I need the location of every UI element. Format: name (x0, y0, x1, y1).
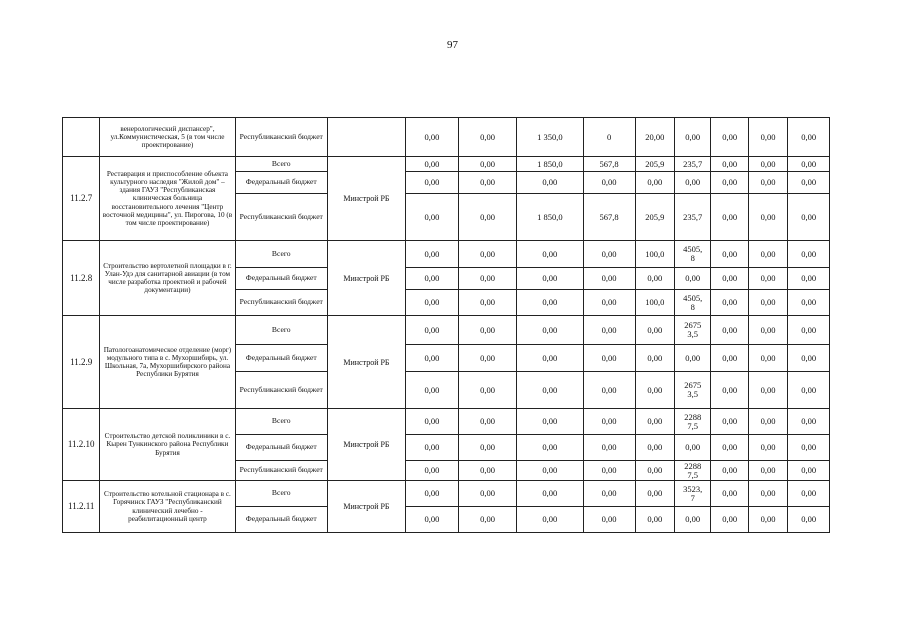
amount-cell: 0,00 (711, 172, 748, 194)
amount-cell: 0,00 (458, 345, 516, 372)
table-body (63, 118, 830, 533)
amount-cell: 0,00 (675, 268, 711, 290)
table-row (63, 157, 830, 172)
amount-cell: 2288 7,5 (675, 409, 711, 435)
amount-cell: 0,00 (583, 268, 635, 290)
funding-source: Всего (235, 481, 327, 507)
item-code (63, 118, 100, 157)
amount-cell: 0,00 (583, 461, 635, 481)
amount-cell: 0,00 (583, 290, 635, 316)
amount-cell: 0,00 (583, 481, 635, 507)
amount-cell: 0,00 (458, 157, 516, 172)
amount-cell: 0,00 (711, 157, 748, 172)
amount-cell: 0,00 (583, 409, 635, 435)
amount-cell: 0,00 (635, 507, 674, 533)
amount-cell: 0,00 (788, 461, 830, 481)
funding-source: Всего (235, 241, 327, 268)
amount-cell: 0,00 (788, 118, 830, 157)
amount-cell: 0,00 (405, 409, 458, 435)
amount-cell: 0,00 (517, 316, 584, 345)
item-code: 11.2.7 (63, 157, 100, 241)
amount-cell: 0,00 (675, 435, 711, 461)
amount-cell: 0,00 (517, 172, 584, 194)
funding-source: Республиканский бюджет (235, 194, 327, 241)
amount-cell: 0,00 (405, 316, 458, 345)
amount-cell: 100,0 (635, 290, 674, 316)
amount-cell: 0,00 (748, 409, 787, 435)
amount-cell: 0,00 (711, 268, 748, 290)
item-code: 11.2.8 (63, 241, 100, 316)
amount-cell: 0,00 (458, 194, 516, 241)
executor: Минстрой РБ (327, 481, 405, 533)
item-name: Строительство вертолетной площадки в г. Улан-Удэ для санитарной авиации (в том числе разработка проектной и рабочей документации) (100, 241, 235, 316)
amount-cell: 0,00 (405, 435, 458, 461)
amount-cell: 0,00 (635, 409, 674, 435)
amount-cell: 0,00 (788, 290, 830, 316)
amount-cell: 0,00 (635, 345, 674, 372)
item-name: Строительство котельной стационара в с. Горячинск ГАУЗ "Республиканский клинический лечебно - реабилитационный центр (100, 481, 235, 533)
amount-cell: 567,8 (583, 194, 635, 241)
amount-cell: 1 850,0 (517, 157, 584, 172)
amount-cell: 1 850,0 (517, 194, 584, 241)
amount-cell: 0,00 (675, 345, 711, 372)
amount-cell: 1 350,0 (517, 118, 584, 157)
item-name: Патологоанатомическое отделение (морг) модульного типа в с. Мухоршибирь, ул. Школьная, 7а, Мухоршибирского района Республики Бурятия (100, 316, 235, 409)
amount-cell: 0,00 (458, 172, 516, 194)
amount-cell: 0,00 (748, 345, 787, 372)
amount-cell: 0,00 (748, 241, 787, 268)
amount-cell: 0,00 (458, 481, 516, 507)
amount-cell: 0,00 (517, 290, 584, 316)
amount-cell: 0,00 (458, 118, 516, 157)
amount-cell: 0,00 (405, 157, 458, 172)
amount-cell: 0,00 (635, 461, 674, 481)
amount-cell: 0,00 (748, 157, 787, 172)
funding-source: Федеральный бюджет (235, 507, 327, 533)
amount-cell: 0,00 (748, 172, 787, 194)
amount-cell: 0,00 (711, 345, 748, 372)
amount-cell: 0,00 (748, 372, 787, 409)
amount-cell: 0,00 (458, 372, 516, 409)
amount-cell: 0,00 (517, 345, 584, 372)
amount-cell: 0,00 (583, 372, 635, 409)
amount-cell: 0,00 (517, 507, 584, 533)
amount-cell: 0 (583, 118, 635, 157)
table-row (63, 241, 830, 268)
funding-source: Республиканский бюджет (235, 118, 327, 157)
item-name: Строительство детской поликлиники в с. Кырен Тункинского района Республики Бурятия (100, 409, 235, 481)
amount-cell: 205,9 (635, 194, 674, 241)
executor: Минстрой РБ (327, 409, 405, 481)
amount-cell: 0,00 (458, 241, 516, 268)
amount-cell: 0,00 (748, 290, 787, 316)
amount-cell: 0,00 (788, 372, 830, 409)
amount-cell: 0,00 (405, 345, 458, 372)
amount-cell: 4505, 8 (675, 241, 711, 268)
amount-cell: 0,00 (711, 118, 748, 157)
amount-cell: 0,00 (711, 290, 748, 316)
amount-cell: 0,00 (458, 507, 516, 533)
amount-cell: 0,00 (635, 435, 674, 461)
amount-cell: 0,00 (711, 372, 748, 409)
executor: Минстрой РБ (327, 157, 405, 241)
amount-cell: 0,00 (711, 316, 748, 345)
amount-cell: 0,00 (788, 345, 830, 372)
amount-cell: 0,00 (517, 461, 584, 481)
amount-cell: 0,00 (405, 241, 458, 268)
amount-cell: 0,00 (405, 372, 458, 409)
funding-source: Республиканский бюджет (235, 461, 327, 481)
table-row (63, 409, 830, 435)
amount-cell: 0,00 (635, 316, 674, 345)
amount-cell: 567,8 (583, 157, 635, 172)
funding-source: Федеральный бюджет (235, 268, 327, 290)
amount-cell: 0,00 (458, 316, 516, 345)
amount-cell: 0,00 (458, 268, 516, 290)
amount-cell: 0,00 (517, 481, 584, 507)
amount-cell: 0,00 (405, 194, 458, 241)
executor: Минстрой РБ (327, 316, 405, 409)
executor (327, 118, 405, 157)
amount-cell: 0,00 (788, 409, 830, 435)
amount-cell: 0,00 (788, 194, 830, 241)
amount-cell: 205,9 (635, 157, 674, 172)
amount-cell: 0,00 (788, 316, 830, 345)
amount-cell: 0,00 (405, 118, 458, 157)
amount-cell: 0,00 (517, 372, 584, 409)
amount-cell: 0,00 (583, 435, 635, 461)
table-row (63, 481, 830, 507)
item-code: 11.2.9 (63, 316, 100, 409)
amount-cell: 0,00 (635, 268, 674, 290)
amount-cell: 0,00 (635, 372, 674, 409)
amount-cell: 235,7 (675, 157, 711, 172)
amount-cell: 20,00 (635, 118, 674, 157)
amount-cell: 0,00 (405, 268, 458, 290)
amount-cell: 0,00 (517, 241, 584, 268)
funding-source: Республиканский бюджет (235, 372, 327, 409)
amount-cell: 235,7 (675, 194, 711, 241)
amount-cell: 0,00 (711, 409, 748, 435)
amount-cell: 0,00 (788, 268, 830, 290)
budget-table (62, 117, 830, 533)
amount-cell: 0,00 (788, 481, 830, 507)
page-number: 97 (447, 39, 458, 51)
funding-source: Федеральный бюджет (235, 172, 327, 194)
amount-cell: 0,00 (711, 194, 748, 241)
table-row (63, 118, 830, 157)
amount-cell: 0,00 (517, 435, 584, 461)
amount-cell: 0,00 (675, 507, 711, 533)
amount-cell: 0,00 (458, 409, 516, 435)
amount-cell: 2675 3,5 (675, 316, 711, 345)
amount-cell: 0,00 (583, 316, 635, 345)
funding-source: Всего (235, 409, 327, 435)
amount-cell: 0,00 (583, 507, 635, 533)
amount-cell: 0,00 (748, 316, 787, 345)
amount-cell: 0,00 (675, 172, 711, 194)
table-row (63, 316, 830, 345)
amount-cell: 0,00 (711, 241, 748, 268)
amount-cell: 0,00 (583, 345, 635, 372)
amount-cell: 0,00 (405, 461, 458, 481)
executor: Минстрой РБ (327, 241, 405, 316)
amount-cell: 0,00 (583, 172, 635, 194)
amount-cell: 0,00 (711, 481, 748, 507)
amount-cell: 2288 7,5 (675, 461, 711, 481)
amount-cell: 0,00 (748, 461, 787, 481)
amount-cell: 0,00 (405, 172, 458, 194)
amount-cell: 3523, 7 (675, 481, 711, 507)
funding-source: Федеральный бюджет (235, 435, 327, 461)
amount-cell: 0,00 (788, 157, 830, 172)
funding-source: Республиканский бюджет (235, 290, 327, 316)
amount-cell: 0,00 (748, 194, 787, 241)
amount-cell: 2675 3,5 (675, 372, 711, 409)
amount-cell: 0,00 (748, 435, 787, 461)
amount-cell: 0,00 (788, 172, 830, 194)
item-name: Реставрация и приспособление объекта культурного наследия "Жилой дом" – здания ГАУЗ "Республиканская клиническая больница восстановительного лечения "Центр восточной медицины", ул. Пирогова, 10 (в том числе проектирование) (100, 157, 235, 241)
amount-cell: 0,00 (635, 481, 674, 507)
amount-cell: 0,00 (405, 290, 458, 316)
amount-cell: 0,00 (748, 481, 787, 507)
item-name: венерологический диспансер", ул.Коммунистическая, 5 (в том числе проектирование) (100, 118, 235, 157)
amount-cell: 0,00 (517, 268, 584, 290)
amount-cell: 0,00 (675, 118, 711, 157)
amount-cell: 0,00 (788, 241, 830, 268)
amount-cell: 0,00 (458, 290, 516, 316)
amount-cell: 0,00 (405, 507, 458, 533)
amount-cell: 4505, 8 (675, 290, 711, 316)
funding-source: Федеральный бюджет (235, 345, 327, 372)
amount-cell: 0,00 (458, 435, 516, 461)
amount-cell: 0,00 (405, 481, 458, 507)
amount-cell: 0,00 (748, 118, 787, 157)
funding-source: Всего (235, 316, 327, 345)
amount-cell: 0,00 (788, 507, 830, 533)
amount-cell: 0,00 (748, 507, 787, 533)
amount-cell: 0,00 (635, 172, 674, 194)
item-code: 11.2.10 (63, 409, 100, 481)
amount-cell: 0,00 (458, 461, 516, 481)
amount-cell: 0,00 (711, 507, 748, 533)
funding-source: Всего (235, 157, 327, 172)
amount-cell: 100,0 (635, 241, 674, 268)
amount-cell: 0,00 (711, 435, 748, 461)
amount-cell: 0,00 (748, 268, 787, 290)
amount-cell: 0,00 (788, 435, 830, 461)
amount-cell: 0,00 (517, 409, 584, 435)
item-code: 11.2.11 (63, 481, 100, 533)
amount-cell: 0,00 (711, 461, 748, 481)
amount-cell: 0,00 (583, 241, 635, 268)
